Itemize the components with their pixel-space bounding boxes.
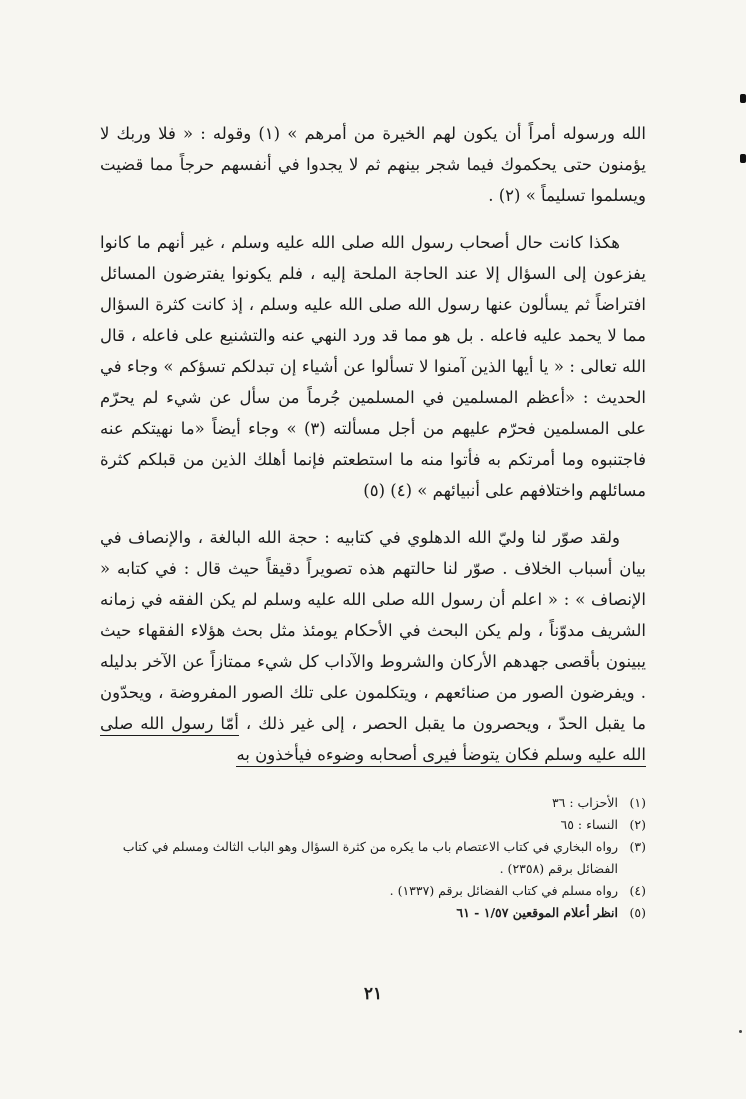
- page-number: ٢١: [363, 984, 383, 1004]
- paragraph-1-text: الله ورسوله أمراً أن يكون لهم الخيرة من أمرهم » (١) وقوله : « فلا وربك لا يؤمنون حتى يحكموك فيما شجر بينهم ثم لا يجدوا في أنفسهم حرجاً مما قضيت ويسلموا تسليماً » (٢) .: [100, 124, 647, 205]
- footnote-2: [100, 814, 646, 836]
- paragraph-3: [100, 522, 646, 770]
- footnote-1-number: (١): [629, 795, 646, 810]
- paragraph-3-text: ولقد صوّر لنا وليّ الله الدهلوي في كتابيه : حجة الله البالغة ، والإنصاف في بيان أسباب الخلاف . صوّر لنا حالتهم هذه تصويراً دقيقاً حيث قال : في كتابه « الإنصاف » : « اعلم أن رسول الله صلى الله عليه وسلم لم يكن الفقه في زمانه الشريف مدوّناً ، ولم يكن البحث في الأحكام يومئذ مثل بحث هؤلاء الفقهاء حيث يبينون بأقصى جهدهم الأركان والشروط والآداب كل شيء ممتازاً عن الآخر بدليله . ويفرضون الصور من صنائعهم ، ويتكلمون على تلك الصور المفروضة ، ويحدّون ما يقبل الحدّ ، ويحصرون ما يقبل الحصر ، إلى غير ذلك ،: [100, 528, 647, 733]
- paragraph-1: [100, 118, 646, 211]
- footnote-3-text: رواه البخاري في كتاب الاعتصام باب ما يكره من كثرة السؤال وهو الباب الثالث ومسلم في كتاب الفضائل برقم (٢٣٥٨) .: [122, 839, 618, 876]
- footnote-1: [100, 792, 646, 814]
- document-page: [100, 118, 646, 1018]
- page-edge-dot: [739, 1030, 742, 1033]
- paragraph-2: [100, 227, 646, 506]
- footnote-2-text: النساء : ٦٥: [560, 817, 618, 832]
- footnote-3: [100, 836, 646, 880]
- footnote-4-number: (٤): [629, 883, 646, 898]
- footnote-5-number: (٥): [629, 905, 646, 920]
- footnotes: [100, 792, 646, 924]
- footnote-1-text: الأحزاب : ٣٦: [551, 795, 618, 810]
- paragraph-2-text: هكذا كانت حال أصحاب رسول الله صلى الله عليه وسلم ، غير أنهم ما كانوا يفزعون إلى السؤال إلا عند الحاجة الملحة إليه ، فلم يكونوا يفترضون المسائل افتراضاً ثم يسألون عنها رسول الله صلى الله عليه وسلم ، إذ كانت كثرة السؤال مما لا يحمد عليه فاعله . بل هو مما قد ورد النهي عنه والتشنيع على فاعله ، قال الله تعالى : « يا أيها الذين آمنوا لا تسألوا عن أشياء إن تبدلكم تسؤكم » وجاء في الحديث : «أعظم المسلمين في المسلمين جُرماً من سأل عن شيء لم يحرّم على المسلمين فحرّم عليهم من أجل مسألته (٣) » وجاء أيضاً «ما نهيتكم عنه فاجتنبوه وما أمرتكم به فأتوا منه ما استطعتم فإنما أهلك الذين من قبلكم كثرة مسائلهم واختلافهم على أنبيائهم » (٤) (٥): [100, 233, 646, 500]
- footnote-5-text: انظر أعلام الموقعين ١/٥٧ - ٦١: [456, 905, 618, 920]
- footnote-3-number: (٣): [629, 839, 646, 854]
- footnote-4-text: رواه مسلم في كتاب الفضائل برقم (١٣٣٧) .: [389, 883, 618, 898]
- footnote-4: [100, 880, 646, 902]
- page-edge-mark-upper: [740, 154, 746, 163]
- page-edge-mark-top: [740, 94, 746, 103]
- footnote-2-number: (٢): [629, 817, 646, 832]
- paragraph-3-underlined-text: أمّا رسول الله صلى الله عليه وسلم فكان يتوضأ فيرى أصحابه وضوءه فيأخذون به: [100, 714, 646, 767]
- footnote-5: [100, 902, 646, 924]
